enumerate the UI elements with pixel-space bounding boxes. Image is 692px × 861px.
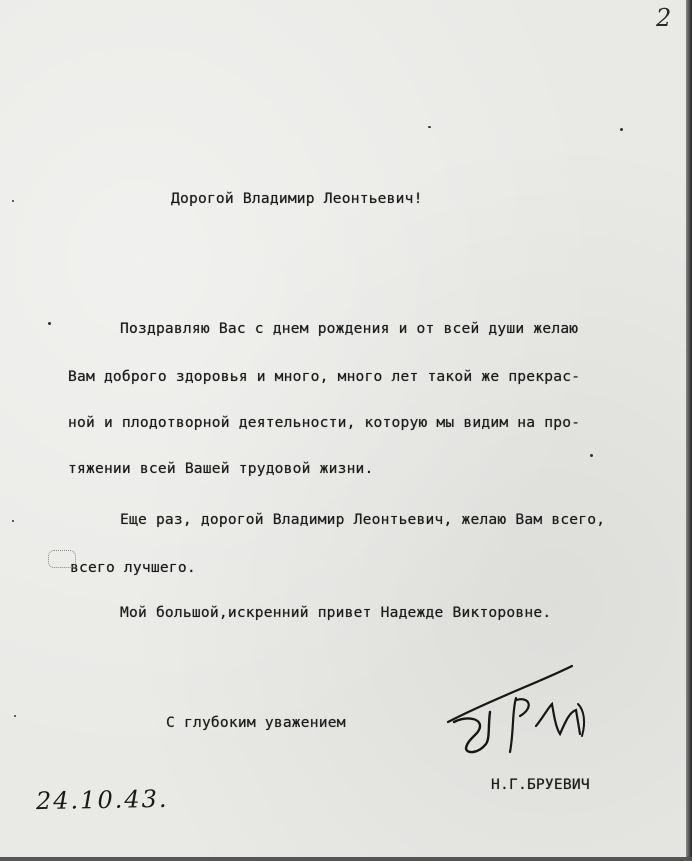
signer-name: Н.Г.БРУЕВИЧ xyxy=(491,776,590,793)
ink-speck xyxy=(12,520,14,522)
ink-speck xyxy=(620,128,623,131)
ink-speck xyxy=(12,200,14,202)
scan-edge-right xyxy=(686,0,692,861)
body-line-6: всего лучшего. xyxy=(70,559,196,576)
ink-speck xyxy=(14,715,16,717)
body-line-3: ной и плодотворной деятельности, которую мы видим на про- xyxy=(68,414,581,431)
handwritten-date: 24.10.43. xyxy=(35,784,169,816)
handwritten-signature xyxy=(440,660,610,760)
body-line-7: Мой большой,искренний привет Надежде Викторовне. xyxy=(120,604,552,621)
ink-speck xyxy=(48,322,51,325)
paper-smudge xyxy=(48,550,76,568)
ink-speck xyxy=(590,454,593,457)
body-line-4: тяжении всей Вашей трудовой жизни. xyxy=(68,460,374,477)
greeting: Дорогой Владимир Леонтьевич! xyxy=(171,190,423,207)
body-line-1: Поздравляю Вас с днем рождения и от всей души желаю xyxy=(120,320,579,337)
body-line-5: Еще раз, дорогой Владимир Леонтьевич, желаю Вам всего, xyxy=(120,511,606,528)
closing: С глубоким уважением xyxy=(166,714,346,731)
scan-edge-bottom xyxy=(0,857,692,861)
page-number: 2 xyxy=(656,4,672,32)
body-line-2: Вам доброго здоровья и много, много лет такой же прекрас- xyxy=(68,368,581,385)
ink-speck xyxy=(428,126,431,128)
